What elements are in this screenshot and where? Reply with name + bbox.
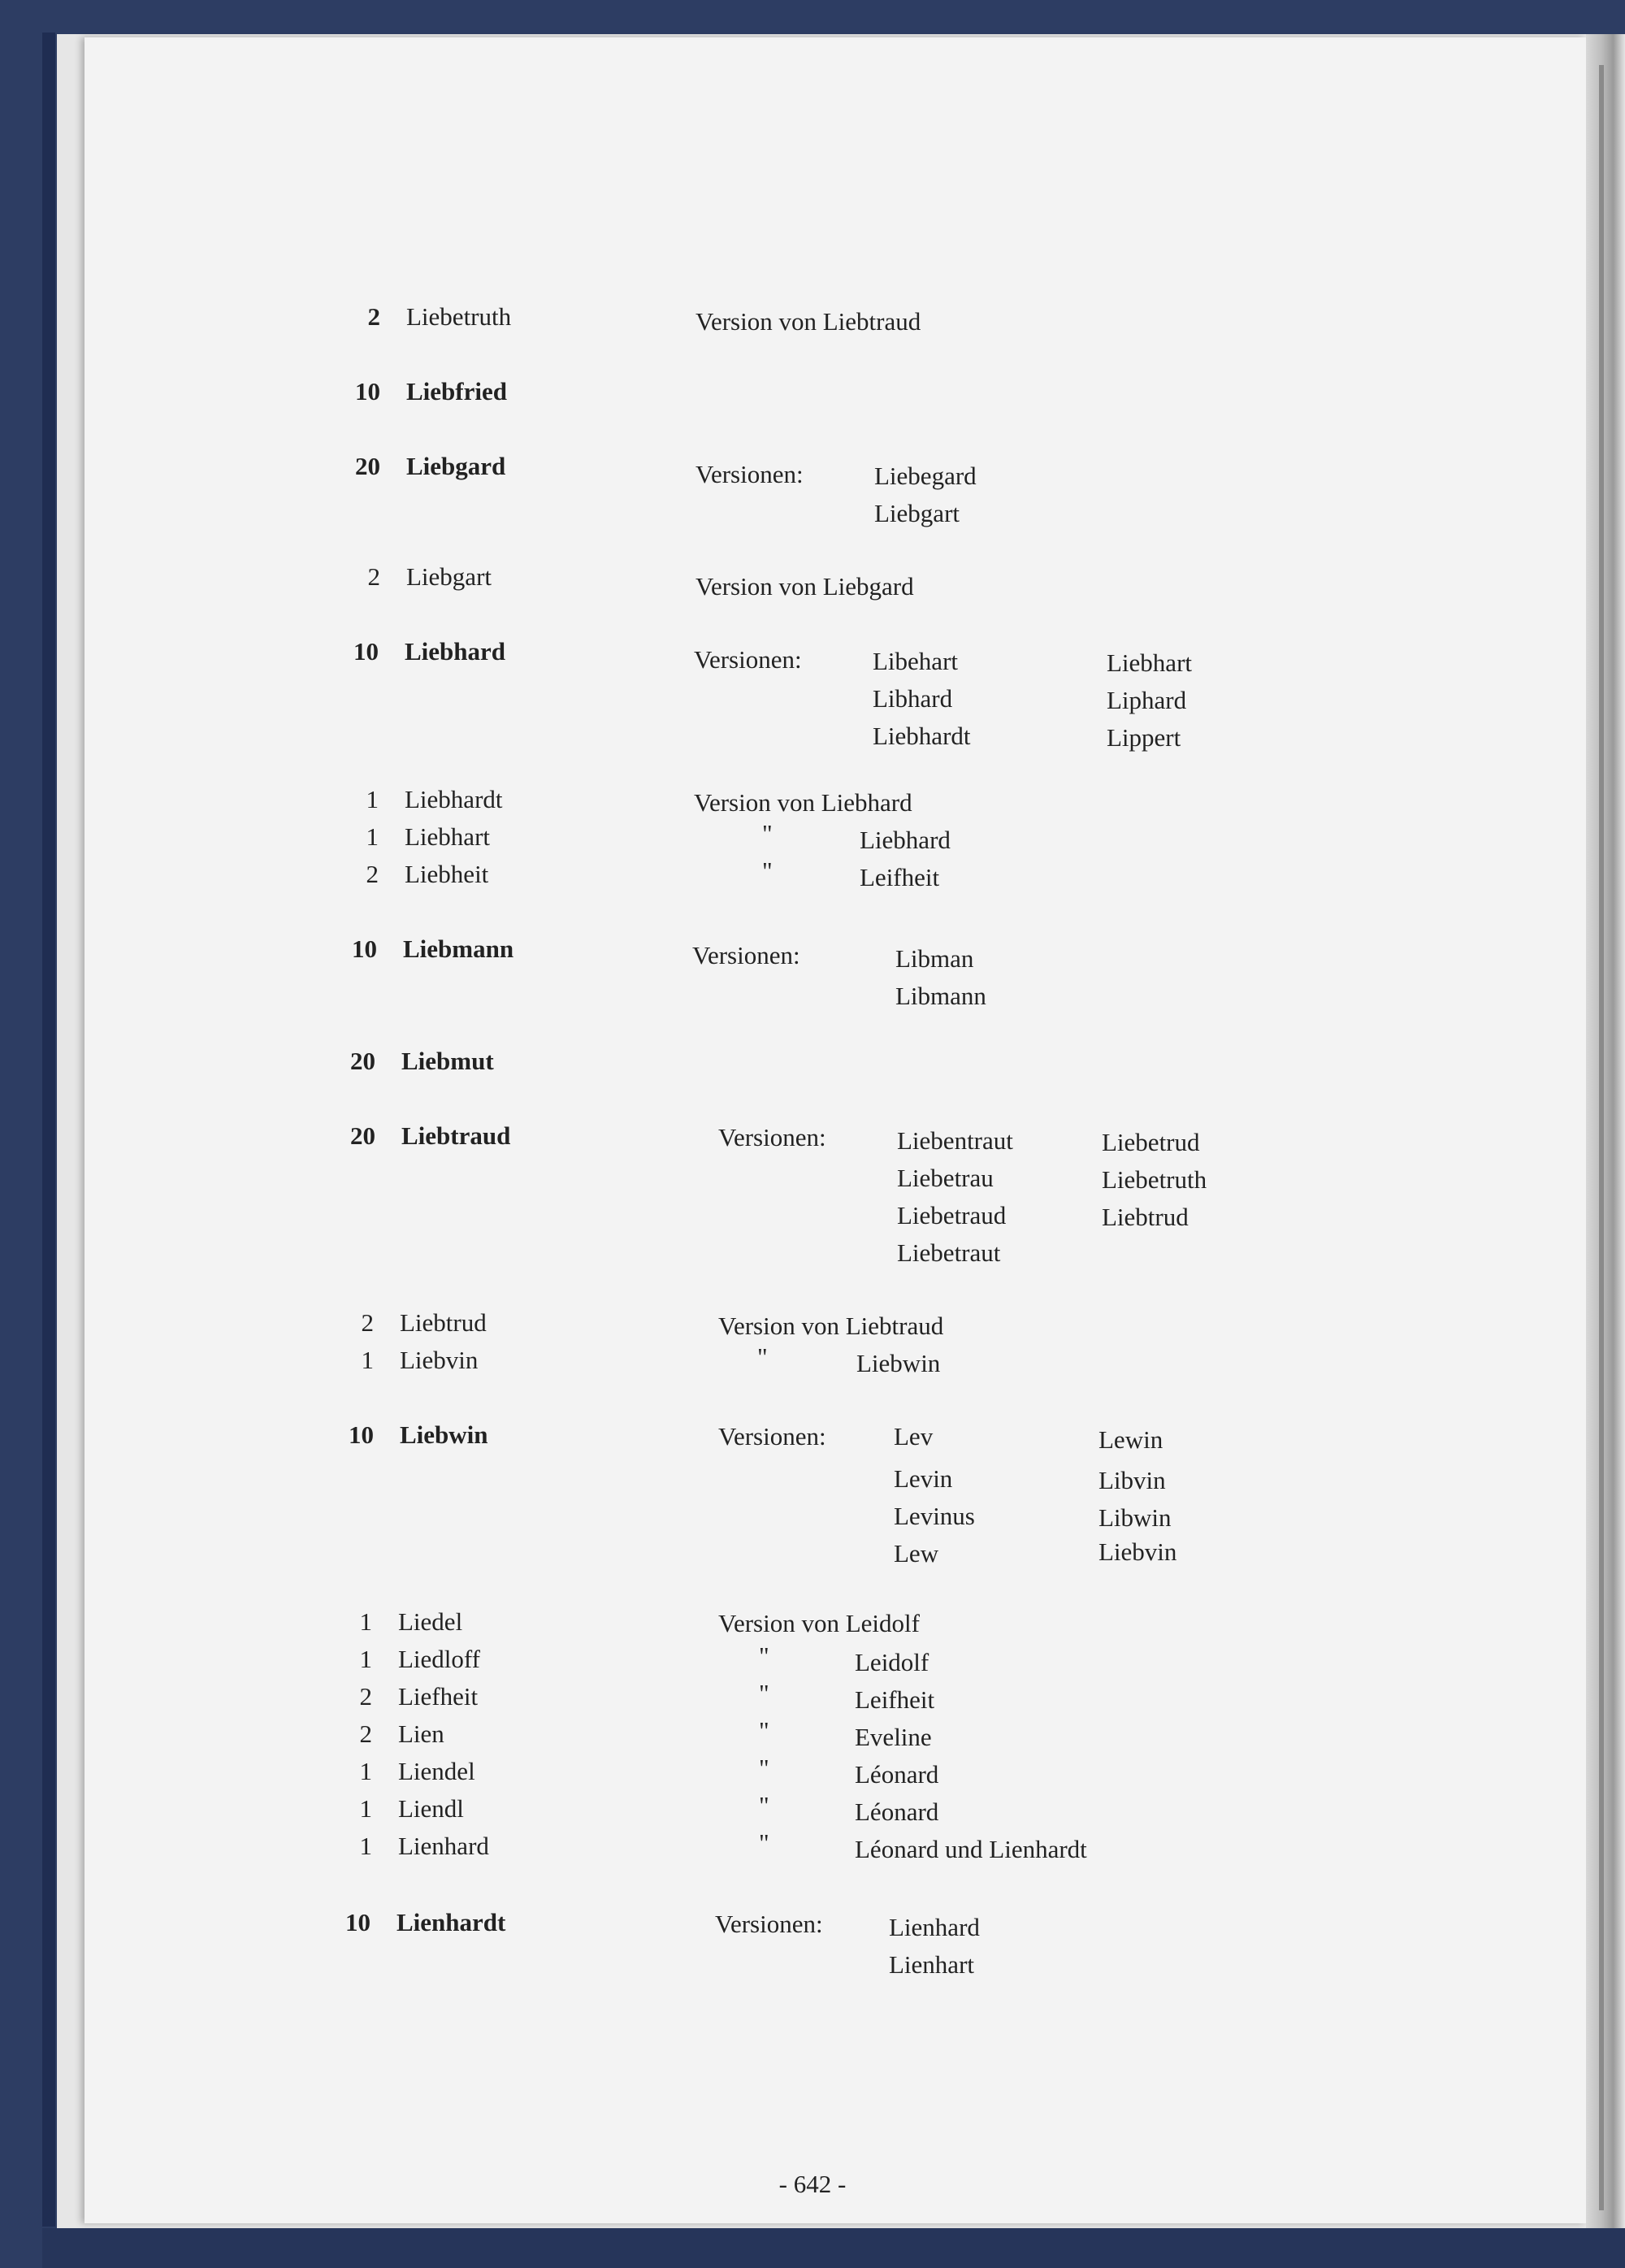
ditto-mark: ": [757, 1342, 768, 1371]
entry-reference: Version von Liebtraud: [718, 1312, 944, 1340]
entry-version: Libmann: [895, 982, 986, 1010]
entry-versions-label: Versionen:: [694, 645, 802, 674]
book-cover-spine: [42, 33, 55, 2227]
entry-version: Libwin: [1098, 1503, 1172, 1532]
entry-count: 1: [359, 1645, 372, 1673]
entry-version: Liphard: [1107, 686, 1187, 714]
entry-reference: Version von Leidolf: [718, 1609, 920, 1637]
entry-count: 1: [359, 1757, 372, 1785]
entry-version: Libman: [895, 944, 974, 973]
entry-version: Liebetraut: [897, 1238, 1001, 1267]
entry-reference: Léonard: [855, 1760, 939, 1789]
entry-version: Liebvin: [1098, 1537, 1177, 1566]
entry-reference: Leidolf: [855, 1648, 930, 1676]
entry-version: Liebhart: [1107, 648, 1193, 677]
entry-count: 2: [359, 1719, 372, 1748]
entry-version: Lewin: [1098, 1425, 1164, 1454]
entry-name: Lien: [398, 1719, 444, 1748]
entry-version: Liebegard: [874, 462, 977, 490]
entry-count: 2: [366, 860, 379, 888]
entry-name: Liendel: [398, 1757, 475, 1785]
entry-version: Liebetruth: [1102, 1165, 1207, 1194]
entry-reference: Léonard und Lienhardt: [855, 1835, 1087, 1863]
entry-name: Lienhard: [398, 1832, 489, 1860]
entry-version: Levin: [894, 1464, 953, 1493]
ditto-mark: ": [759, 1828, 769, 1857]
ditto-mark: ": [762, 856, 773, 885]
entry-name: Liefheit: [398, 1682, 479, 1711]
entry-reference: Leifheit: [860, 863, 940, 891]
entry-name: Liebheit: [405, 860, 489, 888]
ditto-mark: ": [759, 1679, 769, 1707]
entry-name: Liedel: [398, 1607, 463, 1636]
entry-name: Liebtrud: [400, 1308, 487, 1337]
entry-reference: Eveline: [855, 1723, 932, 1751]
entry-name: Liebetruth: [406, 302, 512, 331]
entry-version: Lew: [894, 1539, 939, 1568]
entry-reference: Liebwin: [856, 1349, 941, 1377]
entry-name: Liebgard: [406, 452, 506, 480]
entry-count: 20: [355, 452, 380, 480]
entry-name: Liebhart: [405, 822, 491, 851]
entry-name: Liebtraud: [401, 1121, 511, 1150]
entry-reference: Liebhard: [860, 826, 951, 854]
entry-version: Liebgart: [874, 499, 960, 527]
entry-version: Liebetrud: [1102, 1128, 1200, 1156]
entry-name: Liebwin: [400, 1420, 488, 1449]
entry-version: Lev: [894, 1422, 934, 1451]
book-page: [84, 37, 1586, 2223]
entry-reference: Version von Liebhard: [694, 788, 912, 817]
entry-count: 20: [350, 1121, 375, 1150]
entry-reference: Version von Liebgard: [696, 572, 914, 601]
entry-version: Lienhart: [889, 1950, 975, 1979]
entry-count: 2: [361, 1308, 374, 1337]
entry-name: Liebfried: [406, 377, 507, 405]
entry-name: Lienhardt: [396, 1908, 506, 1936]
entry-version: Lienhard: [889, 1913, 980, 1941]
entry-name: Liebhardt: [405, 785, 503, 813]
entry-count: 10: [345, 1908, 370, 1936]
entry-version: Liebetrau: [897, 1164, 994, 1192]
entry-count: 2: [367, 302, 380, 331]
page-edge-strip: [1599, 65, 1604, 2210]
entry-name: Liendl: [398, 1794, 464, 1823]
entry-reference: Leifheit: [855, 1685, 935, 1714]
entry-count: 10: [353, 637, 379, 666]
entry-name: Liebgart: [406, 562, 492, 591]
entry-count: 20: [350, 1047, 375, 1075]
entry-count: 1: [359, 1794, 372, 1823]
entry-versions-label: Versionen:: [718, 1123, 826, 1151]
entry-version: Liebtrud: [1102, 1203, 1189, 1231]
entry-count: 1: [366, 785, 379, 813]
entry-version: Libhard: [873, 684, 953, 713]
entry-count: 1: [361, 1346, 374, 1374]
entry-name: Liebhard: [405, 637, 506, 666]
entry-name: Liebmann: [403, 935, 514, 963]
entry-count: 2: [359, 1682, 372, 1711]
entry-versions-label: Versionen:: [692, 941, 800, 969]
entry-count: 2: [367, 562, 380, 591]
ditto-mark: ": [759, 1716, 769, 1745]
entry-version: Liebetraud: [897, 1201, 1007, 1229]
entry-name: Liedloff: [398, 1645, 481, 1673]
entry-count: 1: [359, 1607, 372, 1636]
entry-version: Lippert: [1107, 723, 1181, 752]
ditto-mark: ": [759, 1641, 769, 1670]
entry-version: Liebhardt: [873, 722, 971, 750]
entry-reference: Léonard: [855, 1797, 939, 1826]
entry-versions-label: Versionen:: [696, 460, 804, 488]
entry-versions-label: Versionen:: [718, 1422, 826, 1451]
entry-versions-label: Versionen:: [715, 1910, 823, 1938]
entry-count: 1: [366, 822, 379, 851]
page-edges: [1586, 34, 1625, 2228]
ditto-mark: ": [759, 1754, 769, 1782]
entry-version: Levinus: [894, 1502, 975, 1530]
entry-count: 10: [352, 935, 377, 963]
entry-version: Liebentraut: [897, 1126, 1013, 1155]
entry-name: Liebvin: [400, 1346, 479, 1374]
ditto-mark: ": [762, 819, 773, 848]
book-cover-bottom: [42, 2228, 1625, 2268]
entry-count: 1: [359, 1832, 372, 1860]
entry-count: 10: [355, 377, 380, 405]
entry-reference: Version von Liebtraud: [696, 307, 921, 336]
entry-name: Liebmut: [401, 1047, 494, 1075]
ditto-mark: ": [759, 1791, 769, 1819]
entry-version: Libehart: [873, 647, 959, 675]
page-number: - 642 -: [778, 2170, 847, 2198]
entry-count: 10: [349, 1420, 374, 1449]
entry-version: Libvin: [1098, 1466, 1166, 1494]
